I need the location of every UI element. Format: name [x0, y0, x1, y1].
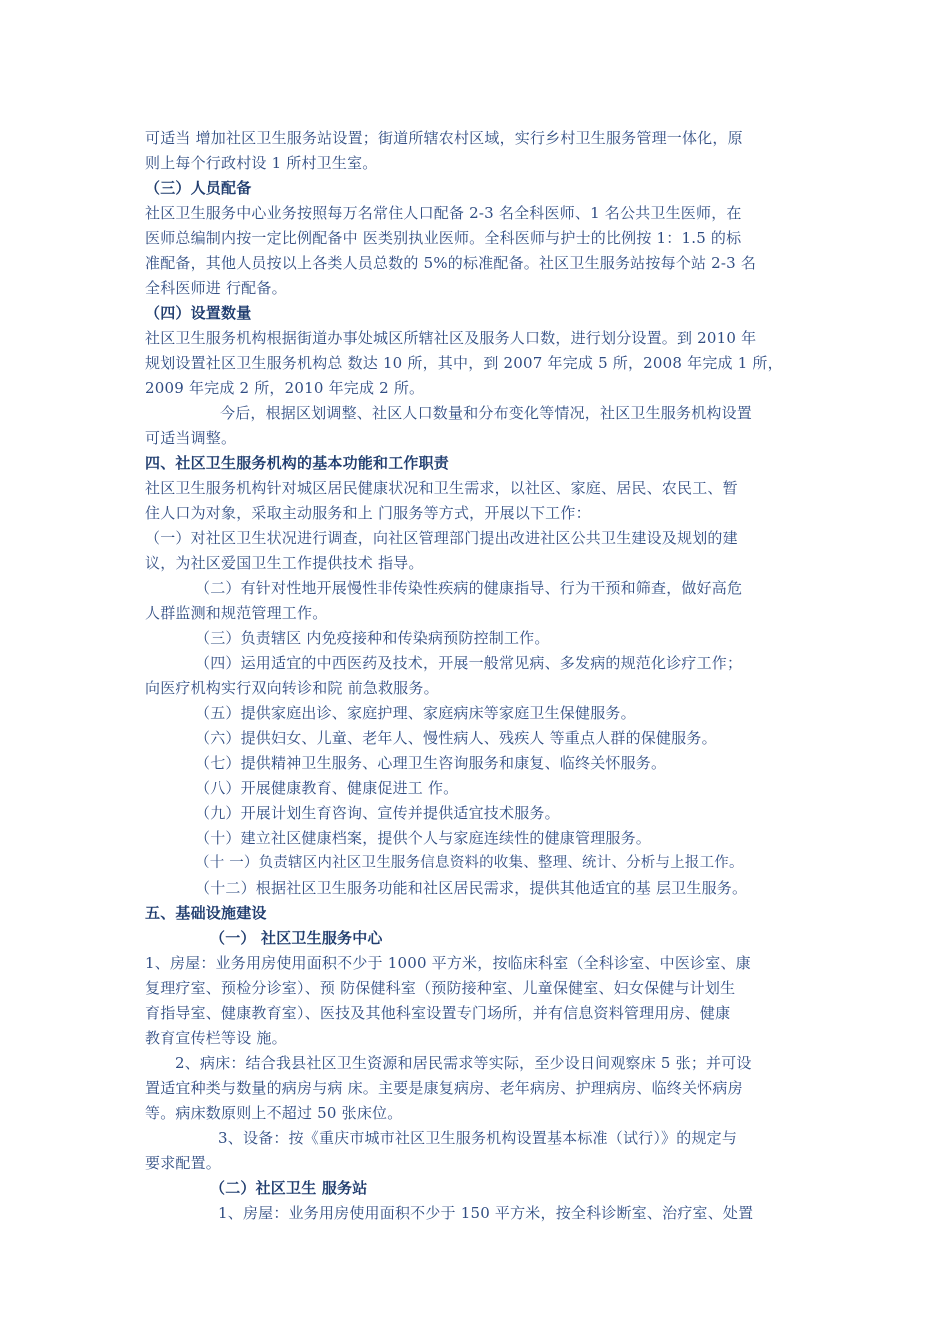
body-line: 要求配置。	[145, 1154, 222, 1172]
body-line: 1、房屋：业务用房使用面积不少于 150 平方米，按全科诊断室、治疗室、处置	[218, 1204, 754, 1222]
body-line: 2009 年完成 2 所，2010 年完成 2 所。	[145, 379, 425, 397]
body-line: 住人口为对象，采取主动服务和上 门服务等方式，开展以下工作：	[145, 504, 591, 522]
body-line: 可适当调整。	[145, 429, 237, 447]
body-line: 准配备，其他人员按以上各类人员总数的 5%的标准配备。社区卫生服务站按每个站 2-3 名	[145, 254, 757, 272]
list-item: （八）开展健康教育、健康促进工 作。	[195, 779, 459, 797]
body-line: 社区卫生服务机构根据街道办事处城区所辖社区及服务人口数，进行划分设置。到 2010 年	[145, 329, 757, 347]
list-item: （十）建立社区健康档案，提供个人与家庭连续性的健康管理服务。	[195, 829, 652, 847]
list-item: （三）负责辖区 内免疫接种和传染病预防控制工作。	[195, 629, 550, 647]
body-line: 2、病床：结合我县社区卫生资源和居民需求等实际，至少设日间观察床 5 张；并可设	[175, 1054, 752, 1072]
body-line: 3、设备：按《重庆市城市社区卫生服务机构设置基本标准（试行）》的规定与	[218, 1129, 738, 1147]
list-item: （四）运用适宜的中西医药及技术，开展一般常见病、多发病的规范化诊疗工作；	[195, 654, 743, 672]
subsection-heading: （一） 社区卫生服务中心	[210, 929, 383, 947]
body-line: 医师总编制内按一定比例配备中 医类别执业医师。全科医师与护士的比例按 1：1.5 的标	[145, 229, 742, 247]
subsection-heading: （二）社区卫生 服务站	[210, 1179, 368, 1197]
body-line: 等。病床数原则上不超过 50 张床位。	[145, 1104, 403, 1122]
body-line: 社区卫生服务机构针对城区居民健康状况和卫生需求，以社区、家庭、居民、农民工、暂	[145, 479, 738, 497]
body-line: 育指导室、健康教育室）、医技及其他科室设置专门场所，并有信息资料管理用房、健康	[145, 1004, 731, 1022]
body-line: 1、房屋：业务用房使用面积不少于 1000 平方米，按临床科室（全科诊室、中医诊室、康	[145, 954, 751, 972]
list-item: （十二）根据社区卫生服务功能和社区居民需求，提供其他适宜的基 层卫生服务。	[195, 879, 748, 897]
section-heading: 四、社区卫生服务机构的基本功能和工作职责	[145, 454, 450, 472]
subsection-heading: （三）人员配备	[145, 179, 252, 197]
list-item: （九）开展计划生育咨询、宣传并提供适宜技术服务。	[195, 804, 560, 822]
list-item: （一）对社区卫生状况进行调查，向社区管理部门提出改进社区公共卫生建设及规划的建	[145, 529, 738, 547]
list-item: （十 一）负责辖区内社区卫生服务信息资料的收集、整理、统计、分析与上报工作。	[195, 855, 744, 871]
section-heading: 五、基础设施建设	[145, 904, 267, 922]
list-item: （五）提供家庭出诊、家庭护理、家庭病床等家庭卫生保健服务。	[195, 704, 636, 722]
body-line: 社区卫生服务中心业务按照每万名常住人口配备 2-3 名全科医师、1 名公共卫生医师，在	[145, 204, 742, 222]
list-item: （六）提供妇女、儿童、老年人、慢性病人、残疾人 等重点人群的保健服务。	[195, 729, 717, 747]
body-line: 今后，根据区划调整、社区人口数量和分布变化等情况，社区卫生服务机构设置	[220, 404, 753, 422]
body-line: 教育宣传栏等设 施。	[145, 1029, 287, 1047]
body-line: 则上每个行政村设 1 所村卫生室。	[145, 154, 378, 172]
body-line: 复理疗室、预检分诊室）、预 防保健科室（预防接种室、儿童保健室、妇女保健与计划生	[145, 979, 736, 997]
list-item: （七）提供精神卫生服务、心理卫生咨询服务和康复、临终关怀服务。	[195, 754, 667, 772]
body-line: 议，为社区爱国卫生工作提供技术 指导。	[145, 554, 424, 572]
body-line: 向医疗机构实行双向转诊和院 前急救服务。	[145, 679, 439, 697]
subsection-heading: （四）设置数量	[145, 304, 252, 322]
body-line: 人群监测和规范管理工作。	[145, 604, 328, 622]
list-item: （二）有针对性地开展慢性非传染性疾病的健康指导、行为干预和筛查，做好高危	[195, 579, 743, 597]
body-line: 置适宜种类与数量的病房与病 床。主要是康复病房、老年病房、护理病房、临终关怀病房	[145, 1079, 743, 1097]
body-line: 全科医师进 行配备。	[145, 279, 287, 297]
body-line: 规划设置社区卫生服务机构总 数达 10 所，其中，到 2007 年完成 5 所，2008 年完成 1 所，	[145, 354, 783, 372]
body-line: 可适当 增加社区卫生服务站设置；街道所辖农村区域，实行乡村卫生服务管理一体化，原	[145, 129, 743, 147]
